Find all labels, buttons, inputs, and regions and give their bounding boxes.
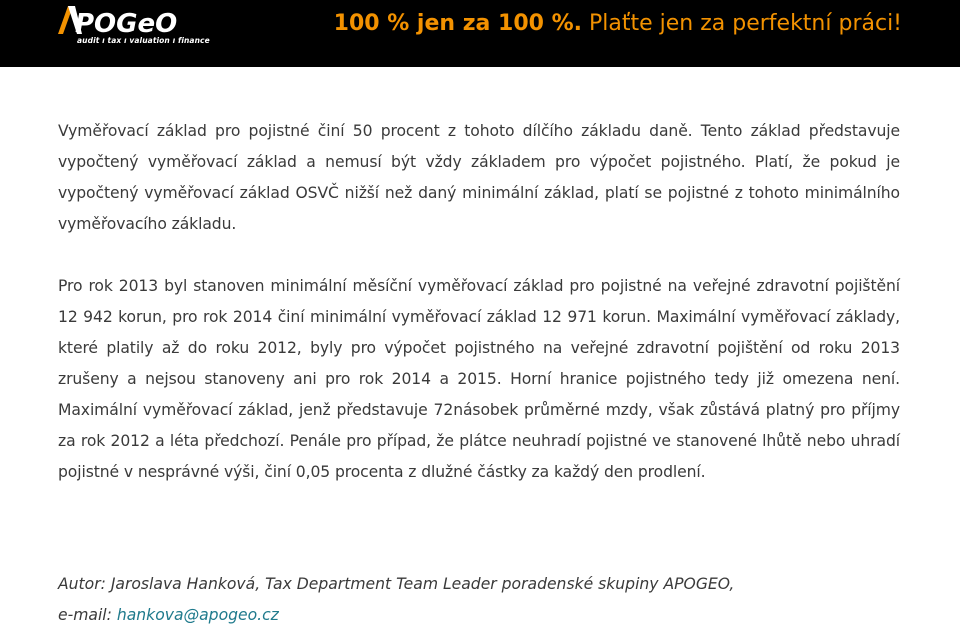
article-body <box>58 116 900 488</box>
slogan-rest: Plaťte jen za perfektní práci! <box>582 11 902 36</box>
email-link[interactable]: hankova@apogeo.cz <box>116 606 279 624</box>
header-bar <box>0 0 960 67</box>
paragraph-health-insurance: Pro rok 2013 byl stanoven minimální měsíční vyměřovací základ pro pojistné na veřejné zdravotní pojištění 12 942 korun, pro rok 2014 činí minimální vyměřovací základ 12 971 korun. Maximální vyměřovací základy, které platily až do roku 2012, byly pro výpočet pojistného na veřejné zdravotní pojištění od roku 2013 zrušeny a nejsou stanoveny ani pro rok 2014 a 2015. Horní hranice pojistného tedy již omezena není. Maximální vyměřovací základ, jenž představuje 72násobek průměrné mzdy, však zůstává platný pro příjmy za rok 2012 a léta předchozí. Penále pro případ, že plátce neuhradí pojistné ve stanovené lhůtě nebo uhradí pojistné v nesprávné výši, činí 0,05 procenta z dlužné částky za každý den prodlení. <box>58 277 900 481</box>
paragraph-assessment-base: Vyměřovací základ pro pojistné činí 50 procent z tohoto dílčího základu daně. Tento základ představuje vypočtený vyměřovací základ a nemusí být vždy základem pro výpočet pojistného. Platí, že pokud je vypočtený vyměřovací základ OSVČ nižší než daný minimální základ, platí se pojistné z tohoto minimálního vyměřovacího základu. <box>58 122 900 233</box>
author-line: Autor: Jaroslava Hanková, Tax Department Team Leader poradenské skupiny APOGEO, <box>58 575 735 593</box>
slogan-highlight: 100 % jen za 100 %. <box>333 11 582 36</box>
svg-text:POGeO: POGeO <box>75 9 178 39</box>
email-line <box>58 600 279 631</box>
logo-tagline: audit ı tax ı valuation ı finance <box>77 36 210 45</box>
header-slogan <box>334 10 902 38</box>
email-label: e-mail: <box>58 606 117 624</box>
